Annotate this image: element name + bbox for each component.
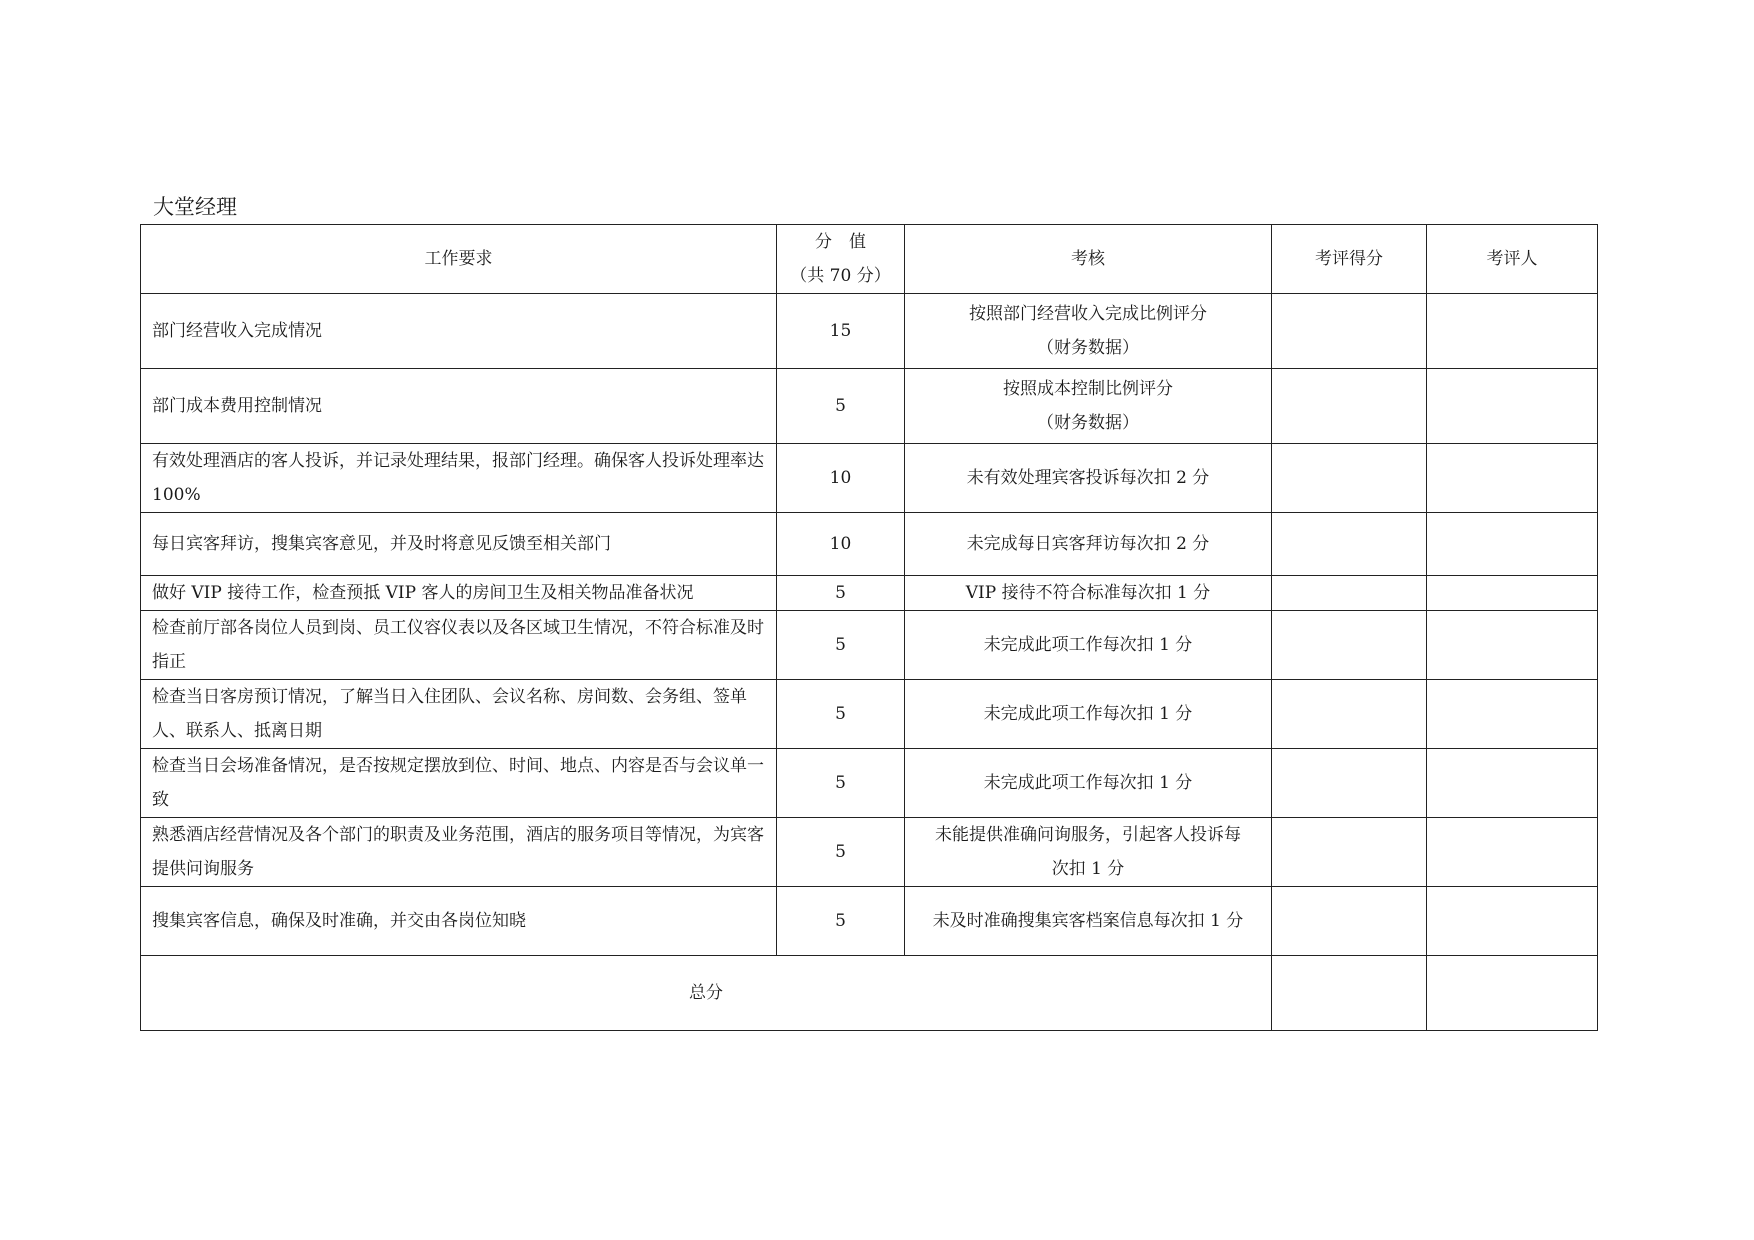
- score-cell: 10: [777, 513, 905, 576]
- assessment-cell: VIP 接待不符合标准每次扣 1 分: [905, 576, 1272, 611]
- table-row: [141, 369, 1598, 444]
- evaluator-cell[interactable]: [1427, 887, 1598, 956]
- assessment-cell: [905, 818, 1272, 887]
- score-cell: 5: [777, 576, 905, 611]
- requirement-cell: 部门成本费用控制情况: [141, 369, 777, 444]
- evaluation-score-cell[interactable]: [1272, 680, 1427, 749]
- assessment-cell: 未有效处理宾客投诉每次扣 2 分: [905, 444, 1272, 513]
- header-evaluator: 考评人: [1427, 225, 1598, 294]
- assessment-cell: 未完成每日宾客拜访每次扣 2 分: [905, 513, 1272, 576]
- assessment-note: （财务数据）: [1037, 338, 1139, 358]
- header-requirement: 工作要求: [141, 225, 777, 294]
- score-cell: 15: [777, 294, 905, 369]
- requirement-cell: 搜集宾客信息，确保及时准确，并交由各岗位知晓: [141, 887, 777, 956]
- evaluation-score-cell[interactable]: [1272, 369, 1427, 444]
- evaluator-cell[interactable]: [1427, 369, 1598, 444]
- total-label: 总分: [141, 956, 1272, 1031]
- assessment-note: （财务数据）: [1037, 413, 1139, 433]
- evaluator-cell[interactable]: [1427, 818, 1598, 887]
- evaluation-score-cell[interactable]: [1272, 444, 1427, 513]
- evaluator-cell[interactable]: [1427, 611, 1598, 680]
- evaluation-score-cell[interactable]: [1272, 887, 1427, 956]
- score-cell: 5: [777, 680, 905, 749]
- document-title: 大堂经理: [153, 195, 237, 219]
- requirement-cell: 每日宾客拜访，搜集宾客意见，并及时将意见反馈至相关部门: [141, 513, 777, 576]
- evaluation-score-cell[interactable]: [1272, 576, 1427, 611]
- score-cell: 5: [777, 818, 905, 887]
- table-row: [141, 818, 1598, 887]
- table-row: [141, 294, 1598, 369]
- requirement-cell: 部门经营收入完成情况: [141, 294, 777, 369]
- assessment-cell: 未完成此项工作每次扣 1 分: [905, 680, 1272, 749]
- header-score-label: 分 值: [815, 232, 866, 252]
- total-row: [141, 956, 1598, 1031]
- score-cell: 5: [777, 611, 905, 680]
- requirement-cell: 检查前厅部各岗位人员到岗、员工仪容仪表以及各区域卫生情况，不符合标准及时指正: [141, 611, 777, 680]
- requirement-cell: 检查当日会场准备情况，是否按规定摆放到位、时间、地点、内容是否与会议单一致: [141, 749, 777, 818]
- evaluation-score-cell[interactable]: [1272, 611, 1427, 680]
- requirement-cell: 熟悉酒店经营情况及各个部门的职责及业务范围，酒店的服务项目等情况，为宾客提供问询服务: [141, 818, 777, 887]
- table-row: [141, 444, 1598, 513]
- assessment-text: 按照部门经营收入完成比例评分: [969, 304, 1207, 324]
- total-evaluator-cell[interactable]: [1427, 956, 1598, 1031]
- requirement-cell: 做好 VIP 接待工作，检查预抵 VIP 客人的房间卫生及相关物品准备状况: [141, 576, 777, 611]
- assessment-cell: 未完成此项工作每次扣 1 分: [905, 611, 1272, 680]
- evaluation-score-cell[interactable]: [1272, 294, 1427, 369]
- evaluation-score-cell[interactable]: [1272, 513, 1427, 576]
- evaluator-cell[interactable]: [1427, 294, 1598, 369]
- score-cell: 5: [777, 369, 905, 444]
- table-row: [141, 749, 1598, 818]
- header-assessment: 考核: [905, 225, 1272, 294]
- header-score-total: （共 70 分）: [790, 266, 891, 286]
- evaluation-score-cell[interactable]: [1272, 818, 1427, 887]
- evaluator-cell[interactable]: [1427, 444, 1598, 513]
- evaluation-score-cell[interactable]: [1272, 749, 1427, 818]
- requirement-cell: 有效处理酒店的客人投诉，并记录处理结果，报部门经理。确保客人投诉处理率达 100%: [141, 444, 777, 513]
- table-row: [141, 576, 1598, 611]
- score-cell: 5: [777, 887, 905, 956]
- evaluator-cell[interactable]: [1427, 680, 1598, 749]
- assessment-text: 未能提供准确问询服务，引起客人投诉每: [935, 825, 1241, 845]
- table-row: [141, 611, 1598, 680]
- requirement-cell: 检查当日客房预订情况，了解当日入住团队、会议名称、房间数、会务组、签单人、联系人、抵离日期: [141, 680, 777, 749]
- evaluation-table: [140, 224, 1598, 1031]
- table-row: [141, 513, 1598, 576]
- assessment-cell: [905, 369, 1272, 444]
- assessment-text: 按照成本控制比例评分: [1003, 379, 1173, 399]
- assessment-cell: 未及时准确搜集宾客档案信息每次扣 1 分: [905, 887, 1272, 956]
- header-score: [777, 225, 905, 294]
- header-evaluation-score: 考评得分: [1272, 225, 1427, 294]
- evaluator-cell[interactable]: [1427, 576, 1598, 611]
- evaluator-cell[interactable]: [1427, 513, 1598, 576]
- header-row: [141, 225, 1598, 294]
- evaluator-cell[interactable]: [1427, 749, 1598, 818]
- assessment-cell: 未完成此项工作每次扣 1 分: [905, 749, 1272, 818]
- score-cell: 5: [777, 749, 905, 818]
- assessment-cell: [905, 294, 1272, 369]
- score-cell: 10: [777, 444, 905, 513]
- table-row: [141, 680, 1598, 749]
- table-row: [141, 887, 1598, 956]
- total-evaluation-score-cell[interactable]: [1272, 956, 1427, 1031]
- assessment-note: 次扣 1 分: [1051, 859, 1125, 879]
